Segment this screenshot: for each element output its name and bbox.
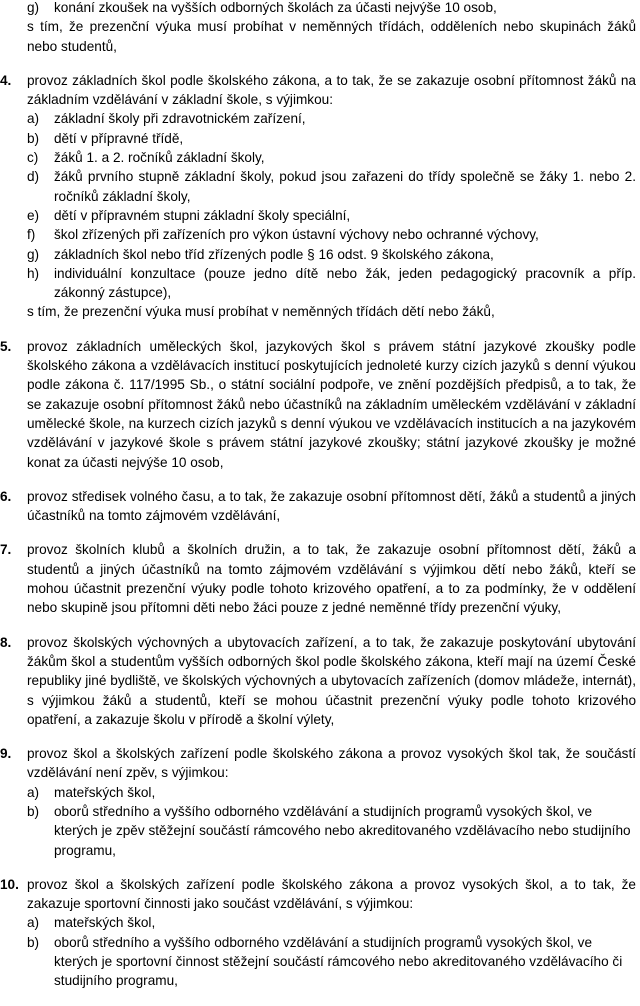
- item-number: 10.: [0, 876, 19, 892]
- intro-continuation: [0, 0, 640, 56]
- item-number: 9.: [0, 746, 12, 762]
- sub-item-b: [27, 129, 636, 148]
- sub-text: konání zkoušek na vyšších odborných školách za účasti nejvýše 10 osob,: [54, 0, 497, 15]
- item-4: [0, 71, 640, 322]
- sub-item-g: [27, 0, 636, 17]
- sub-item-e: [27, 206, 636, 225]
- sub-text: základních škol nebo tříd zřízených podle § 16 odst. 9 školského zákona,: [54, 246, 494, 262]
- item-text: provoz základních škol podle školského zákona, a to tak, že se zakazuje osobní přítomnost žáků na základním vzdělávání v základní škole, s výjimkou:: [27, 72, 636, 108]
- item-9: [0, 744, 640, 860]
- sub-item-a: [27, 109, 636, 128]
- sub-text: žáků 1. a 2. ročníků základní školy,: [54, 150, 265, 166]
- sub-item-d: [27, 167, 636, 206]
- item-text: provoz škol a školských zařízení podle školského zákona a provoz vysokých škol, a to tak, že zakazuje sportovní činnosti jako součást vzdělávání, s výjimkou:: [27, 876, 636, 912]
- sub-letter: g): [27, 246, 40, 262]
- item-10: [0, 875, 640, 991]
- sub-letter: h): [27, 265, 40, 281]
- item-text: provoz školních klubů a školních družin, a to tak, že zakazuje osobní přítomnost dětí, žáků a studentů a jiných účastníků na tomto zájmovém vzdělávání s výjimkou dětí nebo žáků, kteří se mohou účastnit prezenční výuky podle tohoto krizového opatření, a to za podmínky, že v oddělení nebo skupině jsou přítomni děti nebo žáci pouze z jedné neměnné třídy prezenční výuky,: [27, 542, 636, 616]
- sub-letter: f): [27, 227, 36, 243]
- sub-letter: b): [27, 803, 40, 819]
- item-number: 7.: [0, 542, 12, 558]
- item-text: provoz škol a školských zařízení podle školského zákona a provoz vysokých škol tak, že součástí vzdělávání není zpěv, s výjimkou:: [27, 746, 636, 781]
- sub-item-c: [27, 148, 636, 167]
- sub-item-b: [27, 933, 636, 991]
- intro-closing: s tím, že prezenční výuka musí probíhat v neměnných třídách, odděleních nebo skupinách žáků nebo studentů,: [27, 19, 636, 54]
- sub-letter: g): [27, 0, 40, 15]
- item-8: [0, 633, 640, 729]
- sub-item-f: [27, 225, 636, 244]
- item-7: [0, 540, 640, 617]
- sub-text: oborů středního a vyššího odborného vzdělávání a studijních programů vysokých škol, ve kterých je sportovní činnost stěžejní součástí rámcového nebo akreditovaného vzdělávacího či studijního programu,: [54, 934, 623, 989]
- item-text: provoz základních uměleckých škol, jazykových škol s právem státní jazykové zkoušky podle školského zákona a vzdělávacích institucí poskytujících jednoleté kurzy cizích jazyků s denní výukou podle zákona č. 117/1995 Sb., o státní sociální podpoře, ve znění pozdějších předpisů, a to tak, že se zakazuje osobní přítomnost žáků nebo účastníků na základním uměleckém vzdělávání v základní umělecké škole, na kurzech cizích jazyků s denní výukou ve vzdělávacích institucích a na jazykovém vzdělávání v jazykové škole s právem státní jazykové zkoušky; státní jazykové zkoušky je možné konat za účasti nejvýše 10 osob,: [27, 338, 636, 470]
- sub-item-b: [27, 802, 636, 860]
- sub-item-g: [27, 245, 636, 264]
- sub-letter: b): [27, 130, 40, 146]
- sub-item-h: [27, 264, 636, 303]
- sub-letter: a): [27, 915, 40, 931]
- sub-text: žáků prvního stupně základní školy, pokud jsou zařazeni do třídy společně se žáky 1. nebo 2. ročníků základní školy,: [54, 169, 636, 204]
- item-closing: s tím, že prezenční výuka musí probíhat v neměnných třídách dětí nebo žáků,: [27, 304, 495, 320]
- item-6: [0, 487, 640, 526]
- sub-letter: d): [27, 169, 40, 185]
- sub-text: oborů středního a vyššího odborného vzdělávání a studijních programů vysokých škol, ve kterých je zpěv stěžejní součástí rámcového nebo akreditovaného vzdělávacího nebo studijního programu,: [54, 803, 631, 858]
- item-5: [0, 337, 640, 472]
- sub-item-a: [27, 783, 636, 802]
- sub-letter: e): [27, 207, 40, 223]
- item-text: provoz středisek volného času, a to tak, že zakazuje osobní přítomnost dětí, žáků a studentů a jiných účastníků na tomto zájmovém vzdělávání,: [27, 488, 636, 524]
- sub-letter: b): [27, 934, 40, 950]
- item-number: 6.: [0, 488, 12, 504]
- sub-text: mateřských škol,: [54, 784, 156, 800]
- item-number: 5.: [0, 338, 12, 354]
- sub-text: škol zřízených při zařízeních pro výkon ústavní výchovy nebo ochranné výchovy,: [54, 227, 539, 243]
- sub-text: základní školy při zdravotnickém zařízení,: [54, 111, 306, 127]
- sub-letter: a): [27, 784, 40, 800]
- item-number: 4.: [0, 72, 12, 88]
- sub-item-a: [27, 913, 636, 932]
- sub-text: mateřských škol,: [54, 915, 156, 931]
- sub-letter: a): [27, 111, 40, 127]
- sub-letter: c): [27, 150, 39, 166]
- sub-text: dětí v přípravné třídě,: [54, 130, 184, 146]
- item-text: provoz školských výchovných a ubytovacích zařízení, a to tak, že zakazuje poskytování ubytování žákům škol a studentům vyšších odborných škol podle školského zákona, kteří mají na území České republiky jiné bydliště, ve školských výchovných a ubytovacích zařízeních (domov mládeže, internát), s výjimkou žáků a studentů, kteří se mohou účastnit prezenční výuky podle tohoto krizového opatření, a zakazuje školu v přírodě a školní výlety,: [27, 634, 636, 727]
- item-number: 8.: [0, 634, 12, 650]
- sub-text: dětí v přípravném stupni základní školy speciální,: [54, 207, 351, 223]
- sub-text: individuální konzultace (pouze jedno dítě nebo žák, jeden pedagogický pracovník a příp. zákonný zástupce),: [54, 265, 636, 301]
